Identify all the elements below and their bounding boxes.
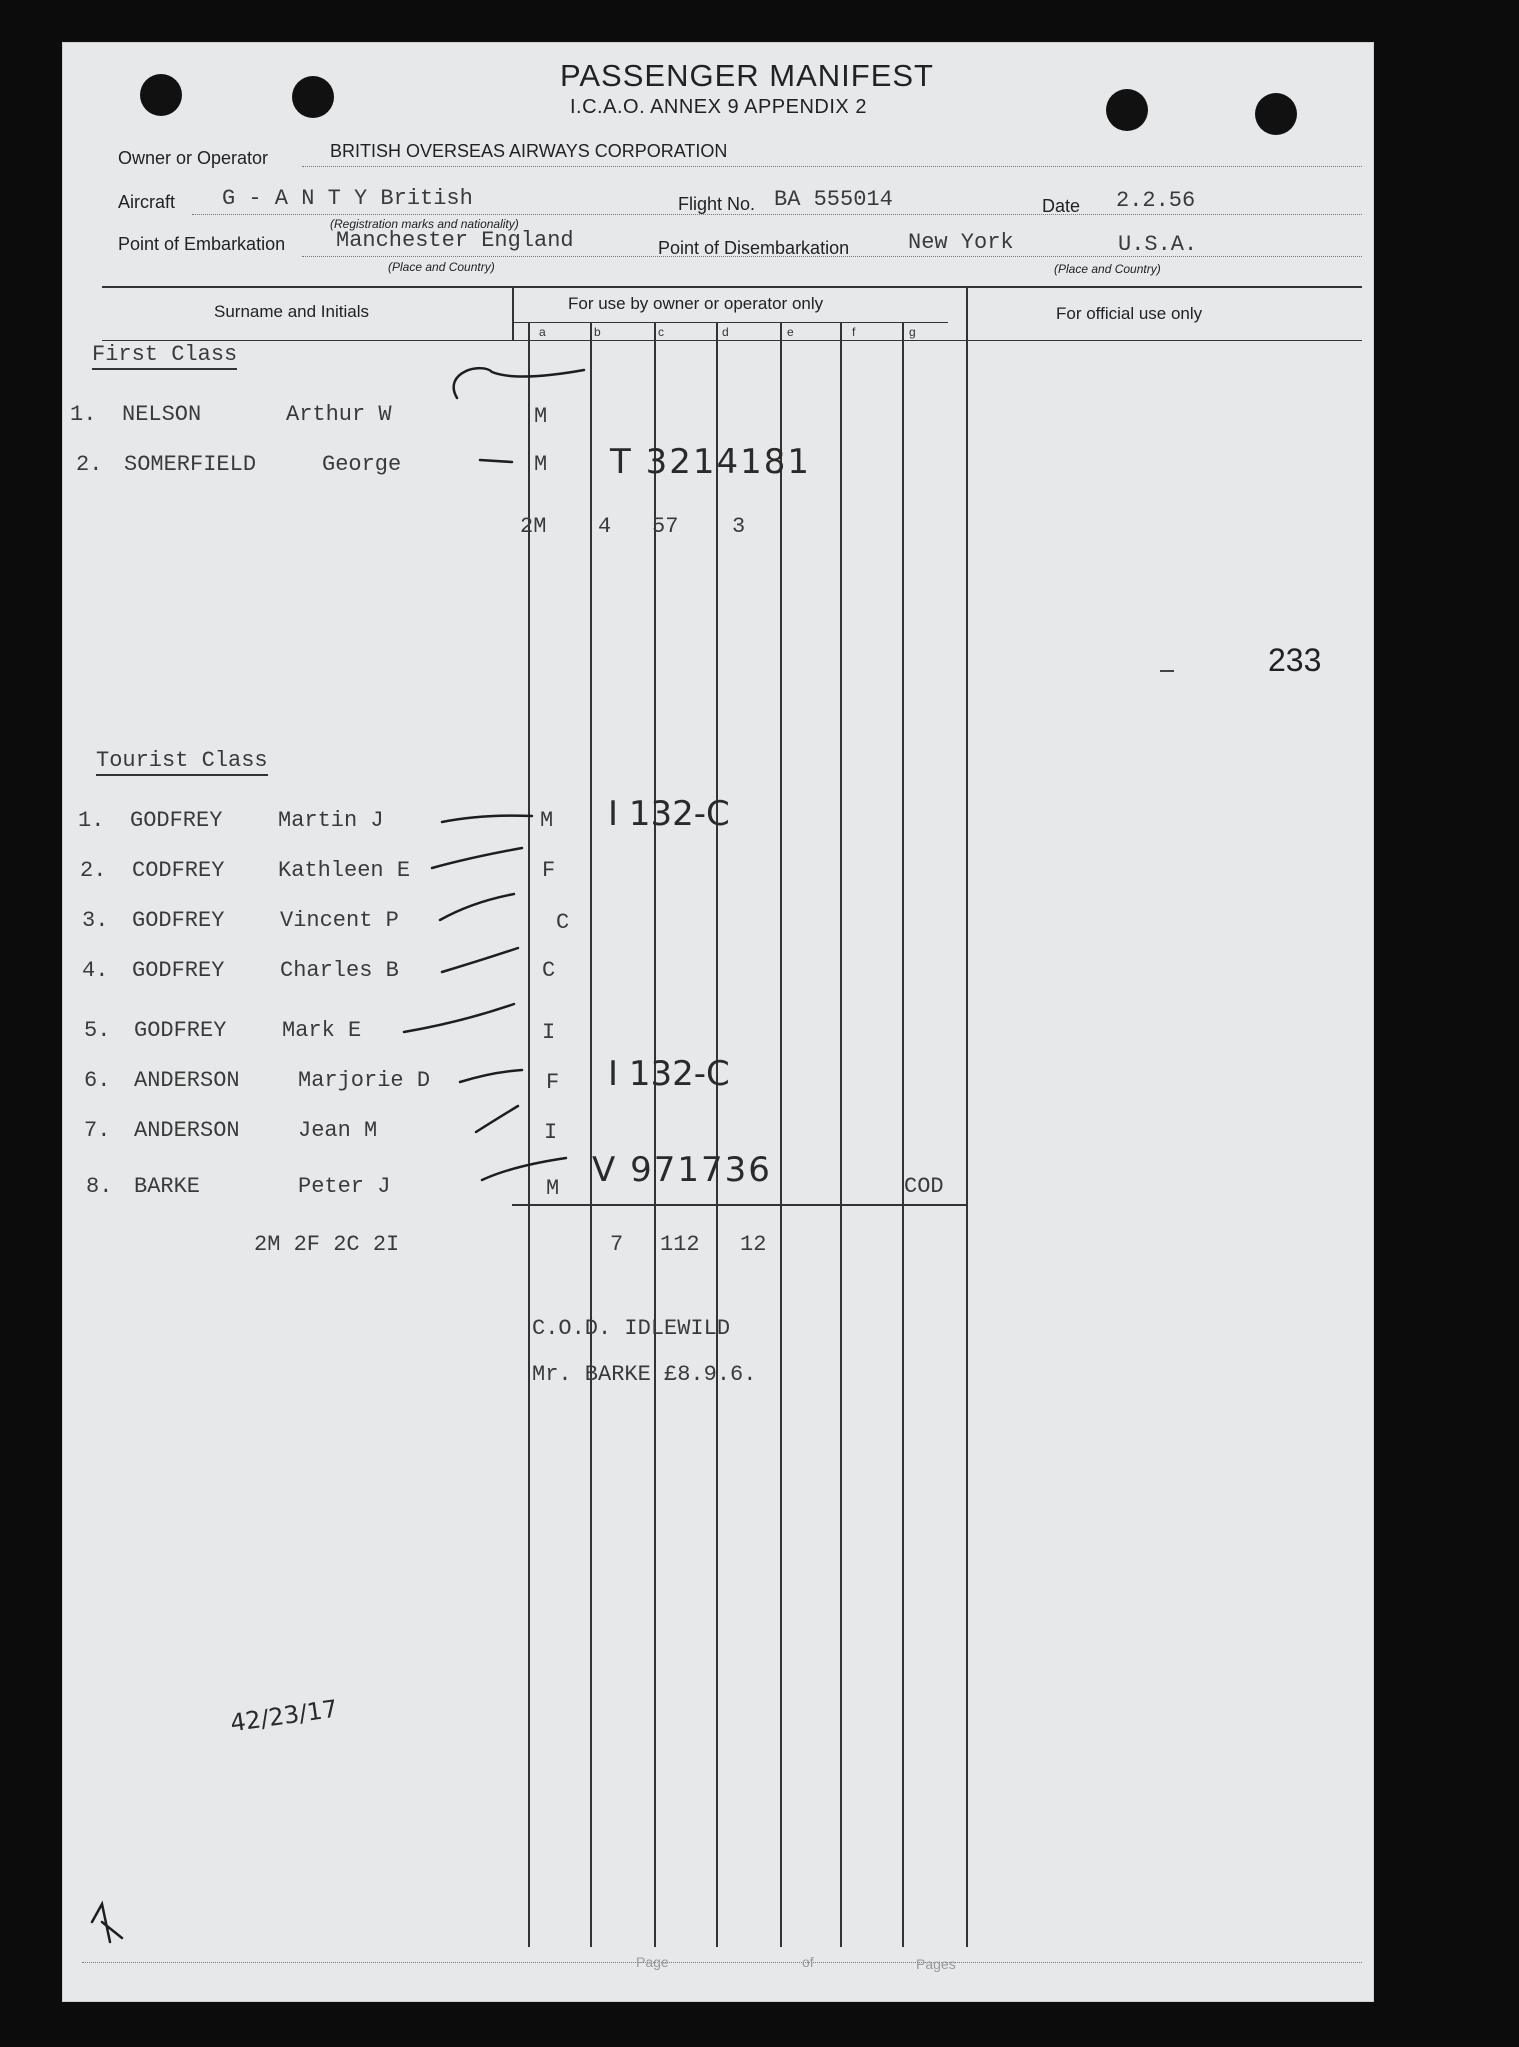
passenger-number: 8. (86, 1174, 113, 1199)
column-header-a: a (539, 325, 546, 339)
disembarkation-label: Point of Disembarkation (658, 238, 850, 258)
passenger-number: 7. (84, 1118, 111, 1143)
passenger-surname: GODFREY (130, 808, 223, 833)
handwritten-ticket-number: I 132-C (608, 1054, 730, 1094)
column-header-f: f (852, 325, 856, 339)
disembarkation-note: (Place and Country) (1054, 262, 1161, 276)
passenger-surname: NELSON (122, 402, 202, 427)
passenger-given-names: Peter J (298, 1174, 391, 1199)
passenger-number: 4. (82, 958, 109, 983)
passenger-surname: BARKE (134, 1174, 201, 1199)
embarkation-value: Manchester England (336, 228, 574, 253)
totals-summary: 2M 2F 2C 2I (254, 1232, 400, 1257)
passenger-given-names: Marjorie D (298, 1068, 431, 1093)
passenger-sex-code: I (542, 1020, 556, 1045)
margin-handwritten-note: 42/23/17 (228, 1694, 340, 1738)
column-header-d: d (722, 325, 729, 339)
tick-stroke-tourist-4 (442, 948, 518, 972)
passenger-number: 1. (78, 808, 105, 833)
passenger-given-names: Jean M (298, 1118, 378, 1143)
passenger-given-names: Martin J (278, 808, 384, 833)
tick-stroke-tourist-3 (440, 894, 514, 920)
owner-use-header: For use by owner or operator only (568, 294, 824, 313)
passenger-given-names: Vincent P (280, 908, 399, 933)
disembarkation-value: New York (908, 230, 1014, 255)
manifest-page (62, 42, 1374, 2002)
date-value: 2.2.56 (1116, 188, 1196, 213)
footer-of-label: of (802, 1954, 814, 1970)
passenger-sex-code: M (534, 404, 548, 429)
first-class-heading: First Class (92, 342, 237, 370)
tick-stroke-row-2 (480, 460, 512, 462)
passenger-surname: GODFREY (134, 1018, 227, 1043)
aircraft-note: (Registration marks and nationality) (330, 217, 519, 231)
tick-stroke-tourist-5 (404, 1004, 514, 1032)
date-label: Date (1042, 196, 1081, 216)
total-c: 57 (652, 514, 679, 539)
flight-value: BA 555014 (774, 187, 893, 212)
passenger-given-names: Mark E (282, 1018, 362, 1043)
official-use-header: For official use only (1056, 304, 1203, 323)
owner-value: BRITISH OVERSEAS AIRWAYS CORPORATION (330, 141, 728, 161)
tick-stroke-tourist-8 (482, 1158, 566, 1180)
total-d: 3 (732, 514, 746, 539)
embarkation-label: Point of Embarkation (118, 234, 286, 254)
passenger-sex-code: I (544, 1120, 558, 1145)
passenger-number: 1. (70, 402, 97, 427)
passenger-column-g: COD (904, 1174, 944, 1199)
pen-check-marks (62, 42, 1374, 2002)
passenger-surname: ANDERSON (134, 1118, 240, 1143)
aircraft-value: G - A N T Y British (222, 186, 473, 211)
passenger-sex-code: F (546, 1070, 560, 1095)
passenger-surname: SOMERFIELD (124, 452, 257, 477)
tick-stroke-tourist-1 (442, 816, 532, 822)
passenger-given-names: George (322, 452, 402, 477)
passenger-sex-code: M (546, 1176, 560, 1201)
handwritten-ticket-number: T 3214181 (610, 442, 811, 482)
passenger-surname: CODFREY (132, 858, 225, 883)
disembarkation-country: U.S.A. (1118, 232, 1198, 257)
document-title: PASSENGER MANIFEST (560, 58, 934, 93)
document-subtitle: I.C.A.O. ANNEX 9 APPENDIX 2 (570, 96, 867, 118)
side-number: 233 (1268, 642, 1322, 678)
column-header-c: c (658, 325, 664, 339)
passenger-sex-code: C (542, 958, 556, 983)
column-header-e: e (787, 325, 794, 339)
passenger-number: 6. (84, 1068, 111, 1093)
passenger-surname: GODFREY (132, 958, 225, 983)
embarkation-note: (Place and Country) (388, 260, 495, 274)
footer-dotted-line (82, 1962, 1362, 1963)
footer-pages-label: Pages (916, 1956, 956, 1972)
check-stroke-row-1 (454, 368, 584, 398)
column-header-b: b (594, 325, 601, 339)
passenger-number: 3. (82, 908, 109, 933)
owner-label: Owner or Operator (118, 148, 269, 168)
tick-stroke-tourist-6 (460, 1070, 522, 1082)
cod-amount-note: Mr. BARKE £8.9.6. (532, 1362, 757, 1387)
aircraft-label: Aircraft (118, 192, 176, 212)
total-b: 4 (598, 514, 612, 539)
passenger-sex-code: M (540, 808, 554, 833)
tick-stroke-tourist-2 (432, 848, 522, 868)
corner-pen-mark (92, 1904, 122, 1942)
tourist-class-heading: Tourist Class (96, 748, 268, 776)
passenger-number: 5. (84, 1018, 111, 1043)
passenger-number: 2. (80, 858, 107, 883)
footer-page-label: Page (636, 1954, 669, 1970)
passenger-surname: ANDERSON (134, 1068, 240, 1093)
passenger-given-names: Charles B (280, 958, 399, 983)
passenger-sex-code: M (534, 452, 548, 477)
passenger-sex-code: C (556, 910, 570, 935)
flight-label: Flight No. (678, 194, 756, 214)
passenger-given-names: Kathleen E (278, 858, 411, 883)
total-d: 12 (740, 1232, 767, 1257)
passenger-sex-code: F (542, 858, 556, 883)
total-a: 2M (520, 514, 547, 539)
total-c: 112 (660, 1232, 700, 1257)
surname-header: Surname and Initials (214, 302, 369, 321)
column-header-g: g (909, 325, 916, 339)
total-b: 7 (610, 1232, 624, 1257)
handwritten-ticket-number: V 971736 (592, 1150, 772, 1190)
tick-stroke-tourist-7 (476, 1106, 518, 1132)
handwritten-ticket-number: I 132-C (608, 794, 730, 834)
cod-note: C.O.D. IDLEWILD (532, 1316, 731, 1341)
passenger-surname: GODFREY (132, 908, 225, 933)
passenger-given-names: Arthur W (286, 402, 392, 427)
passenger-number: 2. (76, 452, 103, 477)
